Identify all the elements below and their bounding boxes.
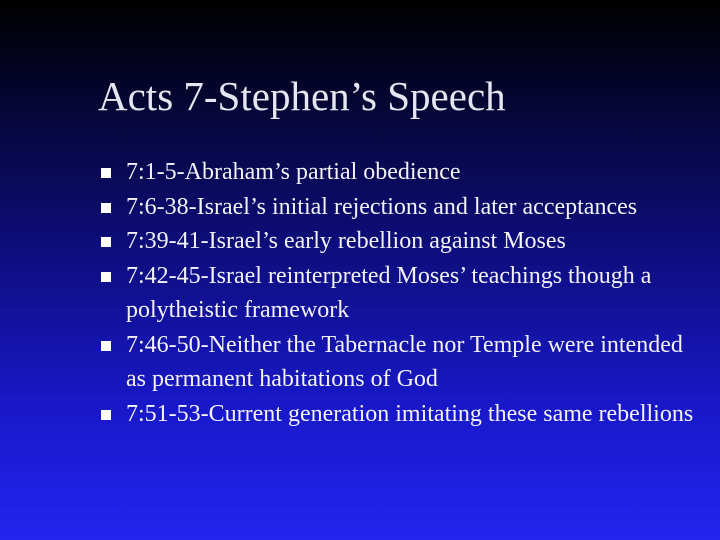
list-item: [98, 328, 698, 397]
list-item: [98, 397, 698, 432]
list-item: [98, 224, 698, 259]
square-bullet-icon: [101, 341, 111, 351]
bullet-text: 7:1-5-Abraham’s partial obedience: [126, 159, 461, 185]
bullet-list: [98, 155, 698, 431]
square-bullet-icon: [101, 203, 111, 213]
list-item: [98, 190, 698, 225]
square-bullet-icon: [101, 168, 111, 178]
bullet-text: 7:51-53-Current generation imitating these same rebellions: [126, 400, 694, 427]
slide-title: Acts 7-Stephen’s Speech: [98, 73, 506, 119]
list-item: [98, 259, 698, 328]
square-bullet-icon: [101, 272, 111, 282]
bullet-text: 7:46-50-Neither the Tabernacle nor Temple were intended as permanent habitations of God: [126, 331, 683, 392]
bullet-text: 7:6-38-Israel’s initial rejections and later acceptances: [126, 193, 638, 220]
list-item: [98, 155, 698, 190]
square-bullet-icon: [101, 410, 111, 420]
bullet-text: 7:39-41-Israel’s early rebellion against Moses: [126, 228, 566, 254]
square-bullet-icon: [101, 237, 111, 247]
bullet-text: 7:42-45-Israel reinterpreted Moses’ teachings though a polytheistic framework: [126, 262, 652, 323]
